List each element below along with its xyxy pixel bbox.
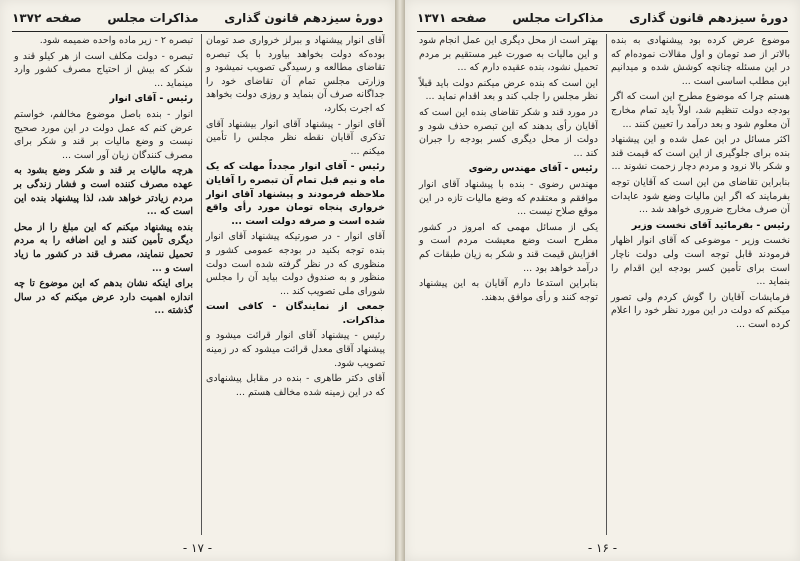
left-page-col-left [10, 34, 193, 535]
left-page-columns [10, 34, 385, 535]
right-page-col-right [606, 34, 790, 535]
right-header-center: مذاکرات مجلس [512, 11, 604, 25]
right-page [405, 0, 800, 561]
paragraph: یکی از مسائل مهمی که امروز در کشور مطرح است وضع معیشت مردم است و افزایش قیمت قند و شکر به زیان طبقات کم درآمد خواهد بود ... [419, 221, 598, 274]
paragraph: بنابراین استدعا دارم آقایان به این پیشنهاد توجه کنند و رأی موافق بدهند. [419, 278, 598, 303]
right-page-number: - ۱۶ - [587, 541, 618, 555]
paragraph: آقای انوار - در صورتیکه پیشنهاد آقای انوار بنده توجه بکنید در بودجه عمومی کشور و منظوری که در نظر گرفته شده است دولت منظور و به صندوق دولت بیاید آن را مجلس شورای ملی تصویب کند ... [206, 231, 385, 297]
left-page [0, 0, 395, 561]
paragraph: رئیس - بفرمائید آقای نخست وزیر [631, 219, 790, 231]
paragraph: موضوع عرض کرده بود پیشنهادی به بنده بالاتر از صد تومان و اول مقالات نموده‌ام که در این مسئله چنانچه کوشش شده و میدانیم این مطلب اساسی است ... [611, 35, 790, 87]
right-header-right: دورهٔ سیزدهم قانون گذاری [629, 11, 788, 25]
paragraph: بهتر است از محل دیگری این عمل انجام شود و این مالیات به صورت غیر مستقیم بر مردم تحمیل نشود، بنده عقیده دارم که ... [419, 35, 598, 74]
header-rule [417, 31, 788, 32]
left-header-right: دورهٔ سیزدهم قانون گذاری [224, 11, 383, 25]
header-rule [12, 31, 383, 32]
paragraph: هستم چرا که موضوع مطرح این است که اگر بودجه دولت تنظیم شد، اولاً باید تمام مخارج آن معلوم شود و بعد درآمد را تعیین کنند ... [611, 91, 790, 130]
paragraph: آقای انوار پیشنهاد و ببرلز خرواری صد تومان بوده‌که دولت بخواهد بیاورد با یک تبصره تقاضای مطالعه و رسیدگی تصویب نمیشود و وزارتی مجلس تمام آن تقاضای خود را جداگانه صرف آن بنماید و روزی دولت بخواهد که اجرت بکارد، [206, 35, 385, 114]
paragraph: اکثر مسائل در این عمل شده و این پیشنهاد بنده برای جلوگیری از این است که قیمت قند و شکر بالا نرود و مردم دچار زحمت نشوند ... [611, 134, 790, 173]
paragraph: مهندس رضوی - بنده با پیشنهاد آقای انوار موافقم و معتقدم که وضع مالیات تازه در این موقع صلاح نیست ... [419, 178, 598, 218]
left-page-col-right [201, 34, 385, 535]
paragraph: انوار - بنده باصل موضوع مخالفم، خواستم عرض کنم که عمل دولت در این مورد صحیح نیست و وضع مالیات بر قند و شکر برای مصرف کنندگان زیان آور است ... [14, 108, 193, 161]
paragraph: رئیس - پیشنهاد آقای انوار قرائت میشود و پیشنهاد آقای معدل قرائت میشود که در زمینه تصویب شود. [206, 330, 385, 369]
paragraph: برای اینکه نشان بدهم که این موضوع تا چه اندازه اهمیت دارد عرض میکنم که در سال گذشته ... [14, 278, 193, 317]
left-page-number: - ۱۷ - [182, 541, 213, 555]
paragraph: رئیس - آقای انوار [109, 93, 193, 105]
paragraph: هرچه مالیات بر قند و شکر وضع بشود به عهده مصرف کننده است و فشار زندگی بر مردم زیادتر خواهد شد، لذا پیشنهاد بنده این است که ... [14, 165, 193, 218]
paragraph: بنابراین تقاضای من این است که آقایان توجه بفرمایند که اگر این مالیات وضع شود عایدات آن صرف مخارج ضروری خواهد شد ... [611, 176, 790, 216]
paragraph: آقای انوار - پیشنهاد آقای انوار بیشنهاد آقای تذکری آقایان نقطه نظر مجلس را تأمین میکنم ... [206, 118, 385, 157]
paragraph: رئیس - آقای مهندس رضوی [468, 163, 598, 175]
right-page-header [417, 8, 788, 28]
right-header-left: صفحه ۱۳۷۱ [417, 11, 487, 25]
right-page-columns [415, 34, 790, 535]
right-page-col-left [415, 34, 598, 535]
paragraph: آقای دکتر طاهری - بنده در مقابل پیشنهادی که در این زمینه شده مخالف هستم ... [206, 373, 385, 398]
paragraph: بنده پیشنهاد میکنم که این مبلغ را از محل دیگری تأمین کنند و این اضافه را به مردم تحمیل ننمایند، مصرف قند در کشور ما زیاد است و ... [14, 221, 193, 274]
left-page-header [12, 8, 383, 28]
book-gutter [395, 0, 405, 561]
paragraph: این است که بنده عرض میکنم دولت باید قبلاً نظر مجلس را جلب کند و بعد اقدام نماید ... [419, 77, 598, 103]
left-header-left: صفحه ۱۳۷۲ [12, 11, 82, 25]
paragraph: فرمایشات آقایان را گوش کردم ولی تصور میکنم که دولت در این مورد نظر خود را اعلام کرده است ... [611, 291, 790, 330]
paragraph: تبصره ۲ - زیر ماده واحده ضمیمه شود. [39, 35, 193, 46]
left-header-center: مذاکرات مجلس [107, 11, 199, 25]
paragraph: جمعی از نمایندگان - کافی است مذاکرات. [206, 301, 385, 326]
paragraph: رئیس - آقای انوار مجدداً مهلت که یک ماه و نیم قبل تمام آن تبصره را آقایان ملاحظه فرمودند و پیشنهاد آقای انوار خرواری پنجاه تومان مورد رأی واقع شده است و صرفه دولت است ... [206, 161, 385, 227]
paragraph: در مورد قند و شکر تقاضای بنده این است که آقایان رأی بدهند که این تبصره حذف شود و دولت از محل دیگری کسر بودجه را جبران کند ... [419, 106, 598, 159]
paragraph: تبصره - دولت مکلف است از هر کیلو قند و شکر که بیش از احتیاج مصرف کشور وارد مینماید ... [14, 50, 193, 89]
paragraph: نخست وزیر - موضوعی که آقای انوار اظهار فرمودند قابل توجه است ولی دولت ناچار است برای تأمین کسر بودجه این اقدام را بنماید ... [611, 235, 790, 288]
